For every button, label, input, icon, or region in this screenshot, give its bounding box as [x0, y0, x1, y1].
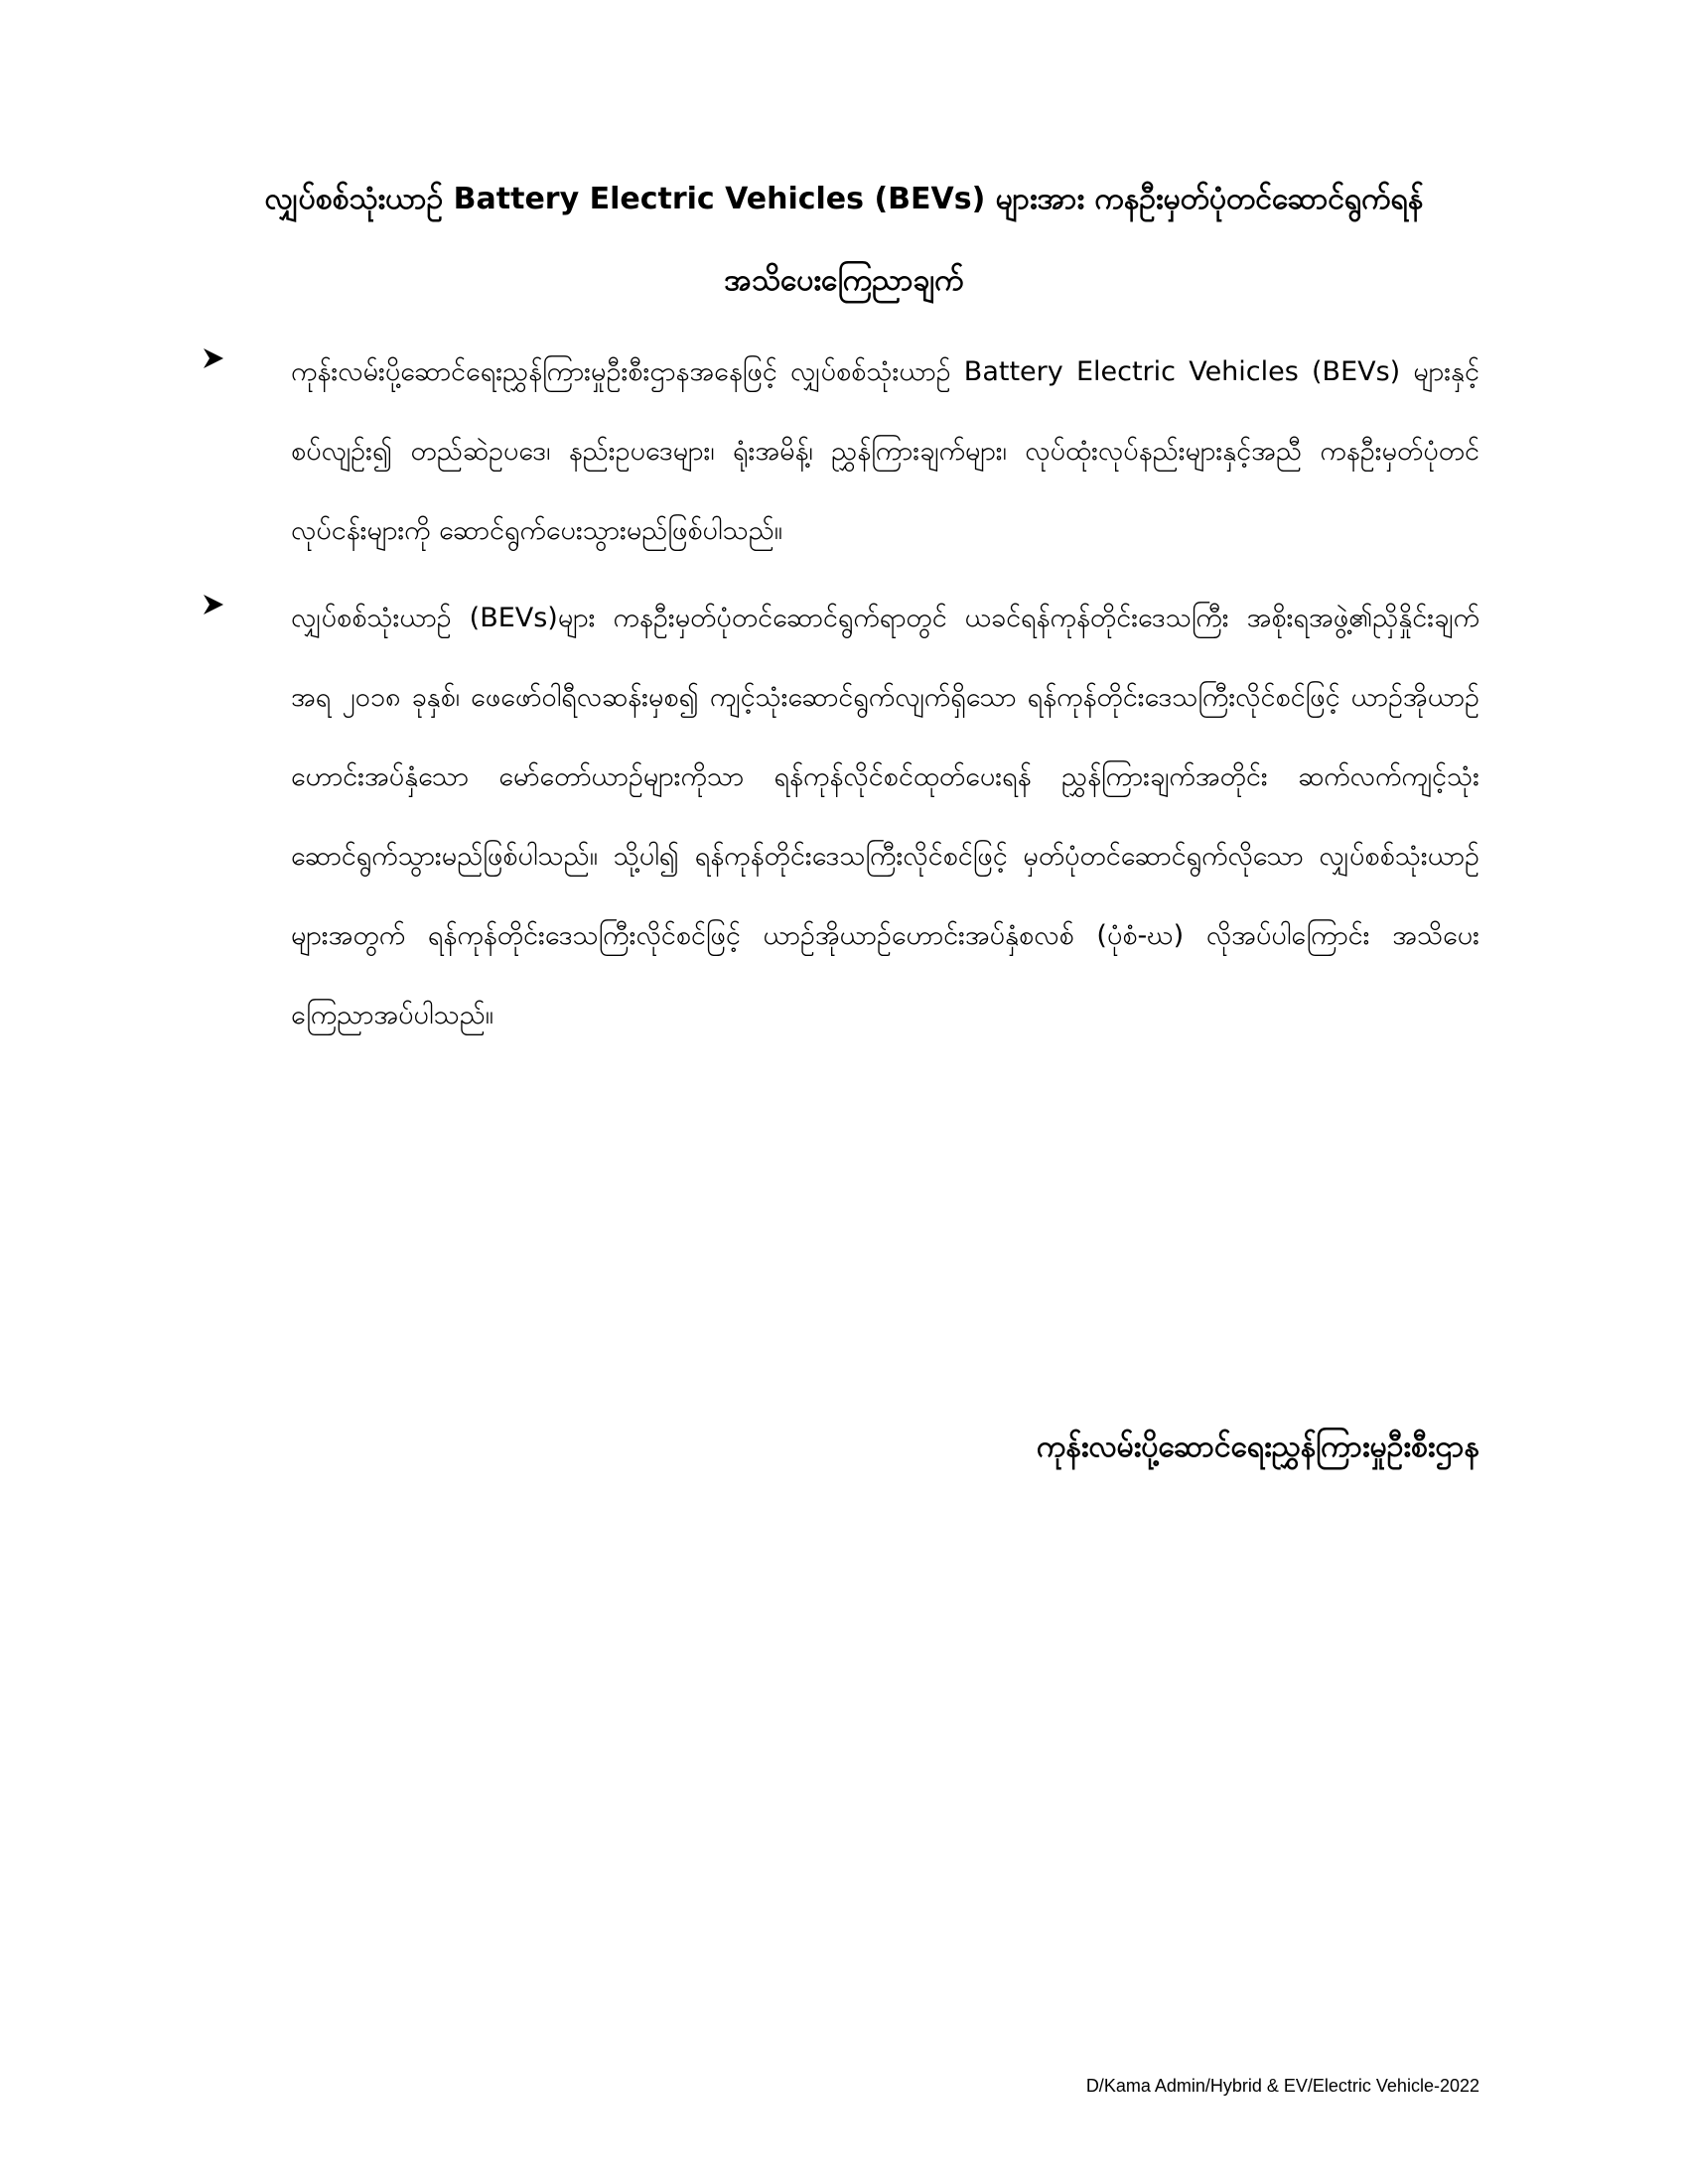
bullet-item-1: [199, 333, 1479, 571]
arrowhead-bullet-icon: [202, 346, 225, 370]
issuing-department: ကုန်းလမ်းပို့ဆောင်ရေးညွှန်ကြားမှုဦးစီးဌာန: [1037, 1430, 1479, 1464]
bullet-list: [199, 333, 1479, 1063]
bullet-item-2: [199, 579, 1479, 1055]
arrowhead-bullet-icon: [202, 593, 225, 616]
footer-file-path: D/Kama Admin/Hybrid & EV/Electric Vehicle-2022: [1085, 2076, 1479, 2096]
title-line-1: လျှပ်စစ်သုံးယာဉ် Battery Electric Vehicles (BEVs) များအား ကနဦးမှတ်ပုံတင်ဆောင်ရွက်ရန်: [264, 182, 1424, 216]
bullet-text: ကုန်းလမ်းပို့ဆောင်ရေးညွှန်ကြားမှုဦးစီးဌာနအနေဖြင့် လျှပ်စစ်သုံးယာဉ် Battery Electric Vehicles (BEVs) များနှင့်စပ်လျဉ်း၍ တည်ဆဲဥပဒေ၊ နည်းဥပဒေများ၊ ရုံးအမိန့်၊ ညွှန်ကြားချက်များ၊ လုပ်ထုံးလုပ်နည်းများနှင့်အညီ ကနဦးမှတ်ပုံတင်လုပ်ငန်းများကို ဆောင်ရွက်ပေးသွားမည်ဖြစ်ပါသည်။: [291, 356, 1479, 546]
document-title: [199, 159, 1489, 322]
bullet-text: လျှပ်စစ်သုံးယာဉ် (BEVs)များ ကနဦးမှတ်ပုံတင်ဆောင်ရွက်ရာတွင် ယခင်ရန်ကုန်တိုင်းဒေသကြီး အစိုးရအဖွဲ့၏ညှိနှိုင်းချက်အရ ၂၀၁၈ ခုနှစ်၊ ဖေဖော်ဝါရီလဆန်းမှစ၍ ကျင့်သုံးဆောင်ရွက်လျက်ရှိသော ရန်ကုန်တိုင်းဒေသကြီးလိုင်စင်ဖြင့် ယာဉ်အိုယာဉ်ဟောင်းအပ်နှံသော မော်တော်ယာဉ်များကိုသာ ရန်ကုန်လိုင်စင်ထုတ်ပေးရန် ညွှန်ကြားချက်အတိုင်း ဆက်လက်ကျင့်သုံးဆောင်ရွက်သွားမည်ဖြစ်ပါသည်။ သို့ပါ၍ ရန်ကုန်တိုင်းဒေသကြီးလိုင်စင်ဖြင့် မှတ်ပုံတင်ဆောင်ရွက်လိုသော လျှပ်စစ်သုံးယာဉ်များအတွက် ရန်ကုန်တိုင်းဒေသကြီးလိုင်စင်ဖြင့် ယာဉ်အိုယာဉ်ဟောင်းအပ်နှံစလစ် (ပုံစံ-ဃ) လိုအပ်ပါကြောင်း အသိပေးကြေညာအပ်ပါသည်။: [291, 603, 1479, 1030]
title-line-2: အသိပေးကြေညာချက်: [724, 263, 964, 298]
